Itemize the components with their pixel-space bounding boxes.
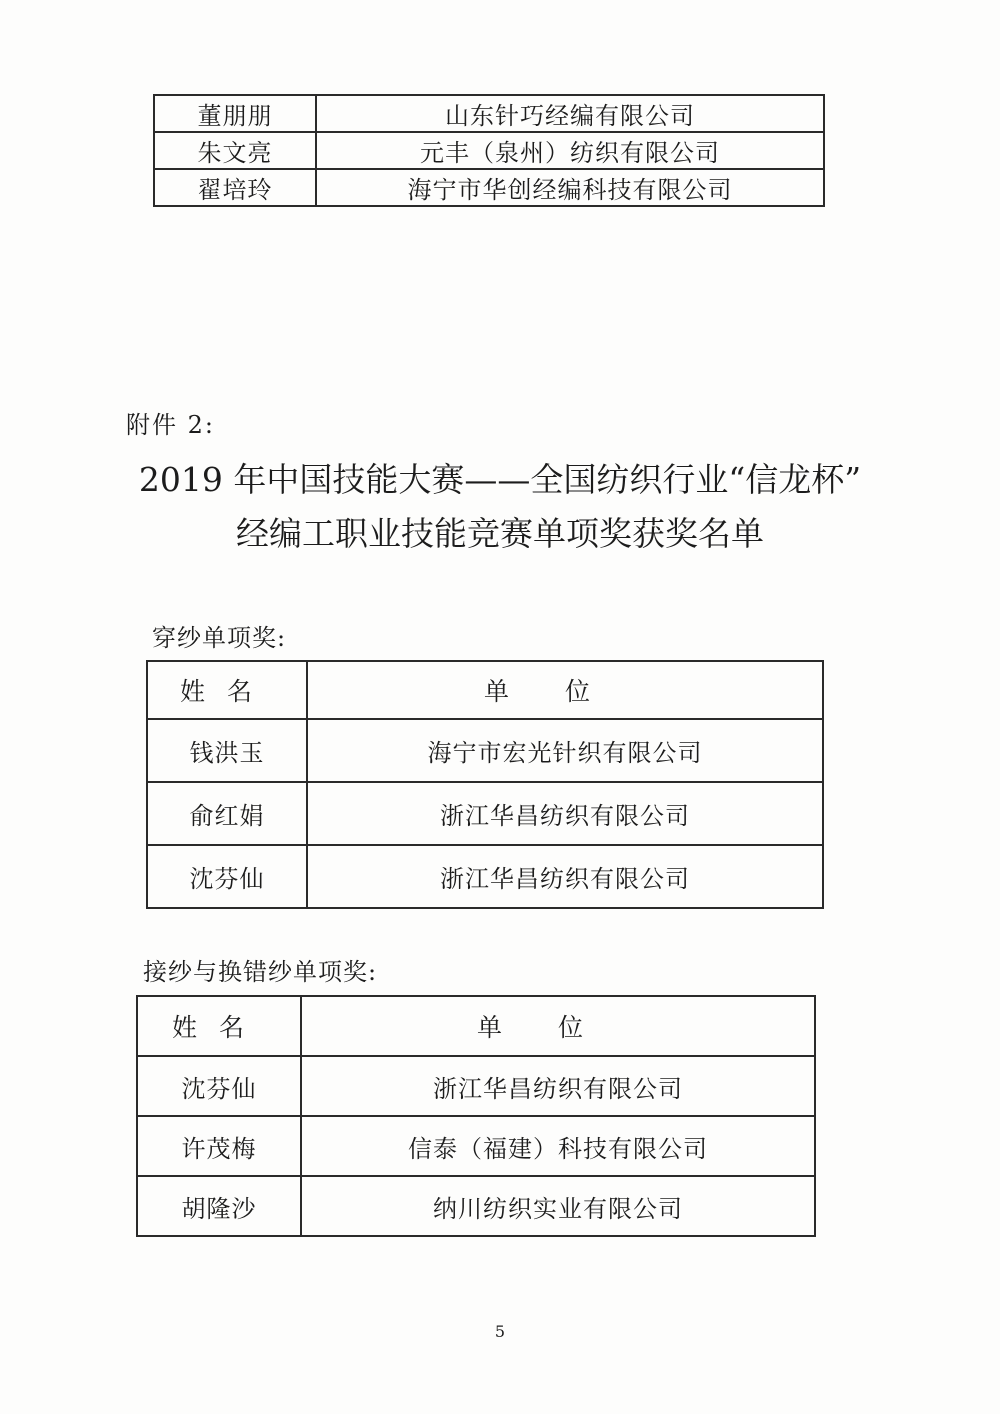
- winner-name: 许茂梅: [137, 1116, 301, 1176]
- continued-award-table: [153, 94, 825, 207]
- winner-name: 俞红娟: [147, 782, 307, 845]
- annex-label: 附件 2:: [126, 411, 215, 439]
- winner-unit: 海宁市宏光针织有限公司: [307, 719, 823, 782]
- document-title-line1: 2019 年中国技能大赛——全国纺织行业“信龙杯”: [138, 460, 862, 499]
- table-row: [137, 1056, 815, 1116]
- table-header-row: [147, 661, 823, 719]
- winner-name: 钱洪玉: [147, 719, 307, 782]
- table-row: [147, 845, 823, 908]
- table-row: [137, 1176, 815, 1236]
- threading-award-table: [146, 660, 824, 909]
- winner-unit: 山东针巧经编有限公司: [316, 95, 824, 132]
- column-header-unit: 单位: [301, 996, 815, 1056]
- table-row: [154, 95, 824, 132]
- winner-name: 朱文亮: [154, 132, 316, 169]
- column-header-name: 姓名: [147, 661, 307, 719]
- winner-unit: 浙江华昌纺织有限公司: [307, 782, 823, 845]
- document-title-line2: 经编工职业技能竞赛单项奖获奖名单: [236, 514, 764, 553]
- section-heading-threading: 穿纱单项奖:: [152, 624, 287, 652]
- winner-name: 沈芬仙: [137, 1056, 301, 1116]
- column-header-unit: 单位: [307, 661, 823, 719]
- winner-name: 翟培玲: [154, 169, 316, 206]
- winner-name: 胡隆沙: [137, 1176, 301, 1236]
- winner-unit: 浙江华昌纺织有限公司: [307, 845, 823, 908]
- section-heading-splicing: 接纱与换错纱单项奖:: [143, 958, 378, 986]
- table-row: [154, 169, 824, 206]
- winner-name: 董朋朋: [154, 95, 316, 132]
- column-header-name: 姓名: [137, 996, 301, 1056]
- table-row: [147, 782, 823, 845]
- winner-unit: 浙江华昌纺织有限公司: [301, 1056, 815, 1116]
- winner-unit: 海宁市华创经编科技有限公司: [316, 169, 824, 206]
- splicing-award-table: [136, 995, 816, 1237]
- page-number: 5: [494, 1322, 506, 1341]
- winner-unit: 元丰（泉州）纺织有限公司: [316, 132, 824, 169]
- winner-unit: 纳川纺织实业有限公司: [301, 1176, 815, 1236]
- table-header-row: [137, 996, 815, 1056]
- winner-name: 沈芬仙: [147, 845, 307, 908]
- table-row: [137, 1116, 815, 1176]
- table-row: [147, 719, 823, 782]
- table-row: [154, 132, 824, 169]
- winner-unit: 信泰（福建）科技有限公司: [301, 1116, 815, 1176]
